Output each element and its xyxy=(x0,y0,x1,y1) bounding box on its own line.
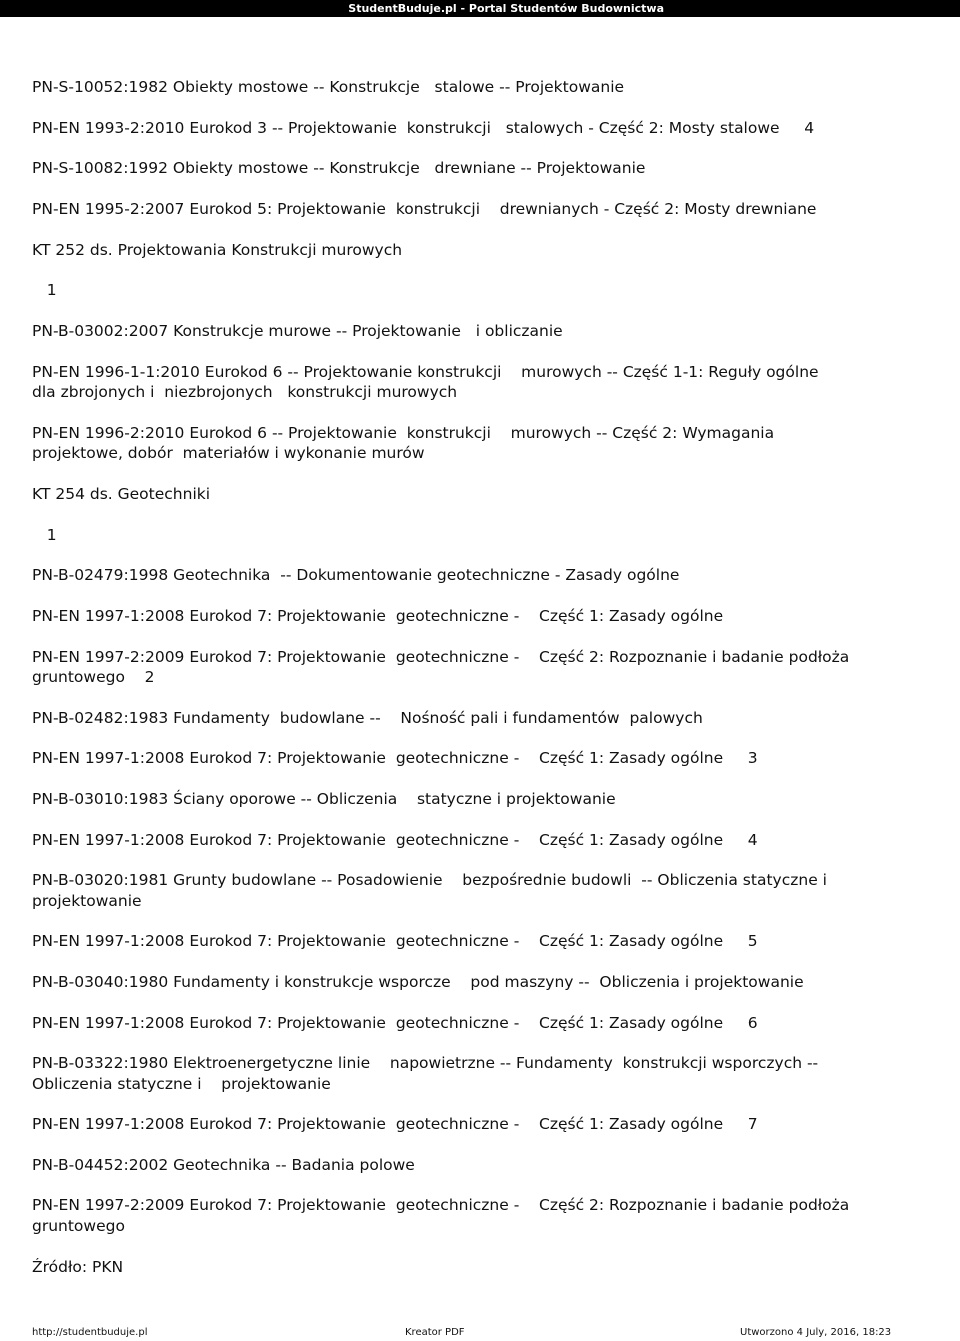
list-number: 1 xyxy=(32,281,57,299)
text-line: gruntowego 2 xyxy=(32,668,155,686)
footer-creator: Kreator PDF xyxy=(405,1327,465,1338)
text-line: PN-B-02482:1983 Fundamenty budowlane -- Nośność pali i fundamentów palowych xyxy=(32,709,703,727)
text-line: dla zbrojonych i niezbrojonych konstrukcji murowych xyxy=(32,383,458,401)
text-line: PN-EN 1997-2:2009 Eurokod 7: Projektowanie geotechniczne - Część 2: Rozpoznanie i badanie podłoża xyxy=(32,1196,850,1214)
source-note: Źródło: PKN xyxy=(32,1258,124,1276)
list-number: 1 xyxy=(32,526,57,544)
text-line: PN-B-03002:2007 Konstrukcje murowe -- Projektowanie i obliczanie xyxy=(32,322,563,340)
footer-created-date: Utworzono 4 July, 2016, 18:23 xyxy=(740,1327,892,1338)
page-header-bar xyxy=(0,0,960,17)
text-line: projektowanie xyxy=(32,892,142,910)
text-line: PN-B-03040:1980 Fundamenty i konstrukcje wsporcze pod maszyny -- Obliczenia i projektowanie xyxy=(32,973,804,991)
section-heading: KT 252 ds. Projektowania Konstrukcji murowych xyxy=(32,241,403,259)
text-line: projektowe, dobór materiałów i wykonanie murów xyxy=(32,444,425,462)
text-line: PN-EN 1995-2:2007 Eurokod 5: Projektowanie konstrukcji drewnianych - Część 2: Mosty drewniane xyxy=(32,200,817,218)
text-line: PN-EN 1993-2:2010 Eurokod 3 -- Projektowanie konstrukcji stalowych - Część 2: Mosty stalowe 4 xyxy=(32,119,815,137)
page-footer xyxy=(0,1325,960,1341)
text-line: PN-EN 1997-1:2008 Eurokod 7: Projektowanie geotechniczne - Część 1: Zasady ogólne 7 xyxy=(32,1115,758,1133)
text-line: gruntowego xyxy=(32,1217,125,1235)
text-line: PN-B-04452:2002 Geotechnika -- Badania polowe xyxy=(32,1156,415,1174)
text-line: PN-B-03010:1983 Ściany oporowe -- Obliczenia statyczne i projektowanie xyxy=(32,790,616,808)
text-line: PN-B-03322:1980 Elektroenergetyczne linie napowietrzne -- Fundamenty konstrukcji wsporczych -- xyxy=(32,1054,819,1072)
section-heading: KT 254 ds. Geotechniki xyxy=(32,485,211,503)
text-line: PN-EN 1997-1:2008 Eurokod 7: Projektowanie geotechniczne - Część 1: Zasady ogólne 3 xyxy=(32,749,758,767)
text-line: PN-B-03020:1981 Grunty budowlane -- Posadowienie bezpośrednie budowli -- Obliczenia statyczne i xyxy=(32,871,827,889)
text-line: Obliczenia statyczne i projektowanie xyxy=(32,1075,331,1093)
text-line: PN-B-02479:1998 Geotechnika -- Dokumentowanie geotechniczne - Zasady ogólne xyxy=(32,566,680,584)
text-line: PN-EN 1996-2:2010 Eurokod 6 -- Projektowanie konstrukcji murowych -- Część 2: Wymagania xyxy=(32,424,775,442)
text-line: PN-EN 1996-1-1:2010 Eurokod 6 -- Projektowanie konstrukcji murowych -- Część 1-1: Reguły ogólne xyxy=(32,363,819,381)
text-line: PN-EN 1997-2:2009 Eurokod 7: Projektowanie geotechniczne - Część 2: Rozpoznanie i badanie podłoża xyxy=(32,648,850,666)
text-line: PN-EN 1997-1:2008 Eurokod 7: Projektowanie geotechniczne - Część 1: Zasady ogólne 4 xyxy=(32,831,758,849)
text-line: PN-EN 1997-1:2008 Eurokod 7: Projektowanie geotechniczne - Część 1: Zasady ogólne 6 xyxy=(32,1014,758,1032)
footer-url-link[interactable]: http://studentbuduje.pl xyxy=(32,1327,148,1338)
page-header-title: StudentBuduje.pl - Portal Studentów Budownictwa xyxy=(348,2,664,15)
text-line: PN-EN 1997-1:2008 Eurokod 7: Projektowanie geotechniczne - Część 1: Zasady ogólne 5 xyxy=(32,932,758,950)
text-line: PN-S-10082:1992 Obiekty mostowe -- Konstrukcje drewniane -- Projektowanie xyxy=(32,159,646,177)
text-line: PN-S-10052:1982 Obiekty mostowe -- Konstrukcje stalowe -- Projektowanie xyxy=(32,78,625,96)
text-line: PN-EN 1997-1:2008 Eurokod 7: Projektowanie geotechniczne - Część 1: Zasady ogólne xyxy=(32,607,724,625)
